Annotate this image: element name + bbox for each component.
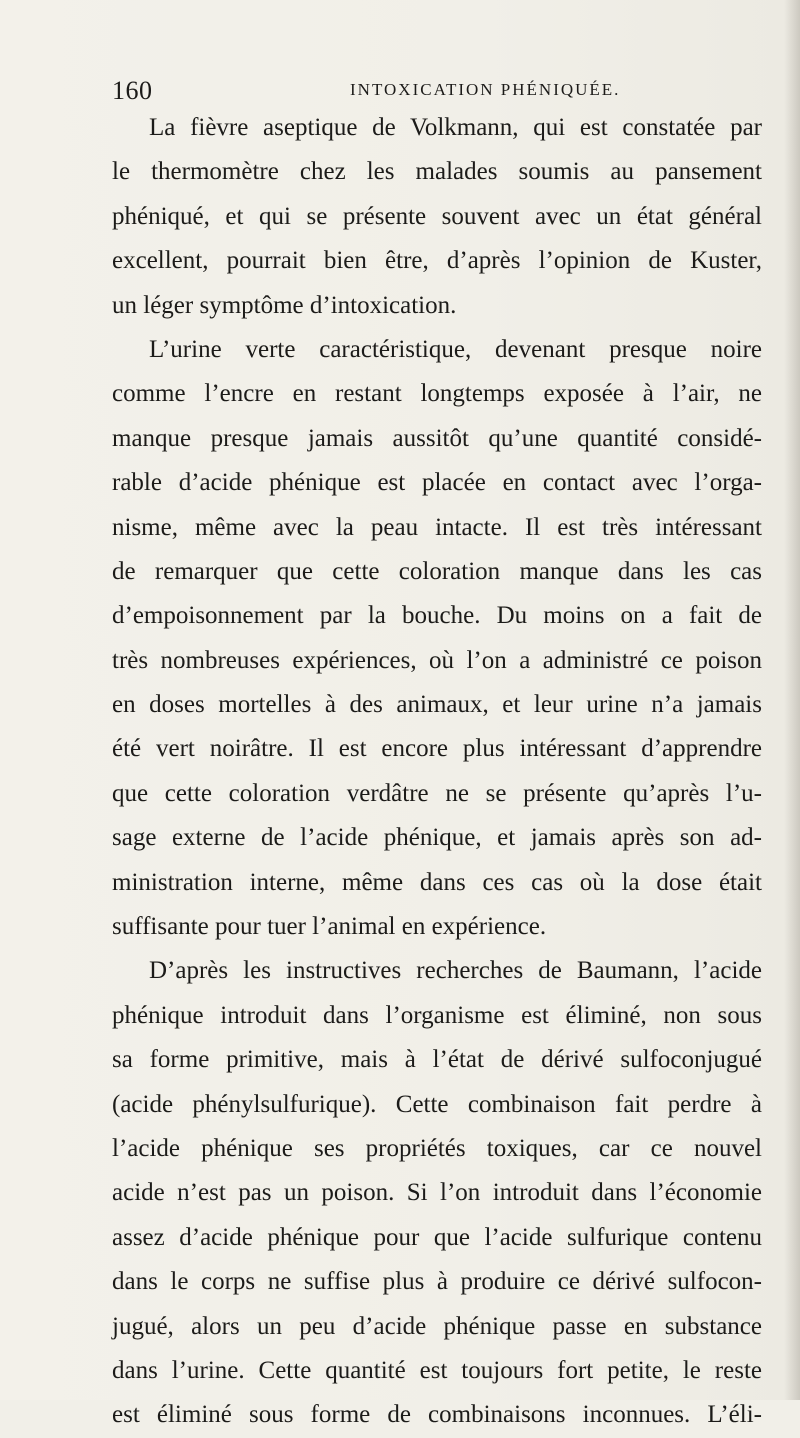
body-text	[112, 106, 762, 1438]
text-line: assez d’acide phénique pour que l’acide sulfurique contenu	[112, 1223, 762, 1251]
running-head	[112, 76, 760, 106]
text-line: jugué, alors un peu d’acide phénique passe en substance	[112, 1312, 762, 1340]
page-number: 160	[112, 76, 153, 105]
text-line: phénique introduit dans l’organisme est éliminé, non sous	[112, 1001, 762, 1029]
text-line: le thermomètre chez les malades soumis au pansement	[112, 158, 762, 186]
text-line: L’urine verte caractéristique, devenant presque noire	[149, 335, 762, 363]
text-line: D’après les instructives recherches de Baumann, l’acide	[149, 957, 762, 985]
text-line: en doses mortelles à des animaux, et leur urine n’a jamais	[112, 691, 762, 719]
text-line: que cette coloration verdâtre ne se présente qu’après l’u-	[112, 779, 762, 807]
text-line: dans l’urine. Cette quantité est toujours fort petite, le reste	[112, 1356, 762, 1384]
page-edge-shadow	[784, 0, 800, 1400]
text-line: très nombreuses expériences, où l’on a administré ce poison	[112, 646, 762, 674]
text-line: comme l’encre en restant longtemps exposée à l’air, ne	[112, 380, 762, 408]
text-line: phéniqué, et qui se présente souvent avec un état général	[112, 202, 762, 230]
text-line: nisme, même avec la peau intacte. Il est très intéressant	[112, 513, 762, 541]
text-line: d’empoisonnement par la bouche. Du moins on a fait de	[112, 602, 762, 630]
text-line: ministration interne, même dans ces cas où la dose était	[112, 868, 762, 896]
text-line: sage externe de l’acide phénique, et jamais après son ad-	[112, 824, 762, 852]
text-line: est éliminé sous forme de combinaisons inconnues. L’éli-	[112, 1401, 762, 1429]
text-line: (acide phénylsulfurique). Cette combinaison fait perdre à	[112, 1090, 762, 1118]
paragraph-3	[112, 949, 762, 1437]
text-line: rable d’acide phénique est placée en contact avec l’orga-	[112, 469, 762, 497]
paragraph-2	[112, 328, 762, 949]
text-line: dans le corps ne suffise plus à produire ce dérivé sulfocon-	[112, 1268, 762, 1296]
text-line: l’acide phénique ses propriétés toxiques, car ce nouvel	[112, 1134, 762, 1162]
text-line: excellent, pourrait bien être, d’après l’opinion de Kuster,	[112, 247, 762, 275]
text-line: manque presque jamais aussitôt qu’une quantité considé-	[112, 424, 762, 452]
text-line: été vert noirâtre. Il est encore plus intéressant d’apprendre	[112, 735, 762, 763]
text-line: sa forme primitive, mais à l’état de dérivé sulfoconjugué	[112, 1046, 762, 1074]
text-line: un léger symptôme d’intoxication.	[112, 291, 457, 319]
text-line: La fièvre aseptique de Volkmann, qui est constatée par	[149, 114, 762, 141]
text-line: acide n’est pas un poison. Si l’on introduit dans l’économie	[112, 1179, 762, 1207]
paragraph-1	[112, 106, 762, 328]
text-line: suffisante pour tuer l’animal en expérience.	[112, 913, 547, 941]
text-line: de remarquer que cette coloration manque dans les cas	[112, 557, 762, 585]
running-title: INTOXICATION PHÉNIQUÉE.	[350, 80, 621, 99]
